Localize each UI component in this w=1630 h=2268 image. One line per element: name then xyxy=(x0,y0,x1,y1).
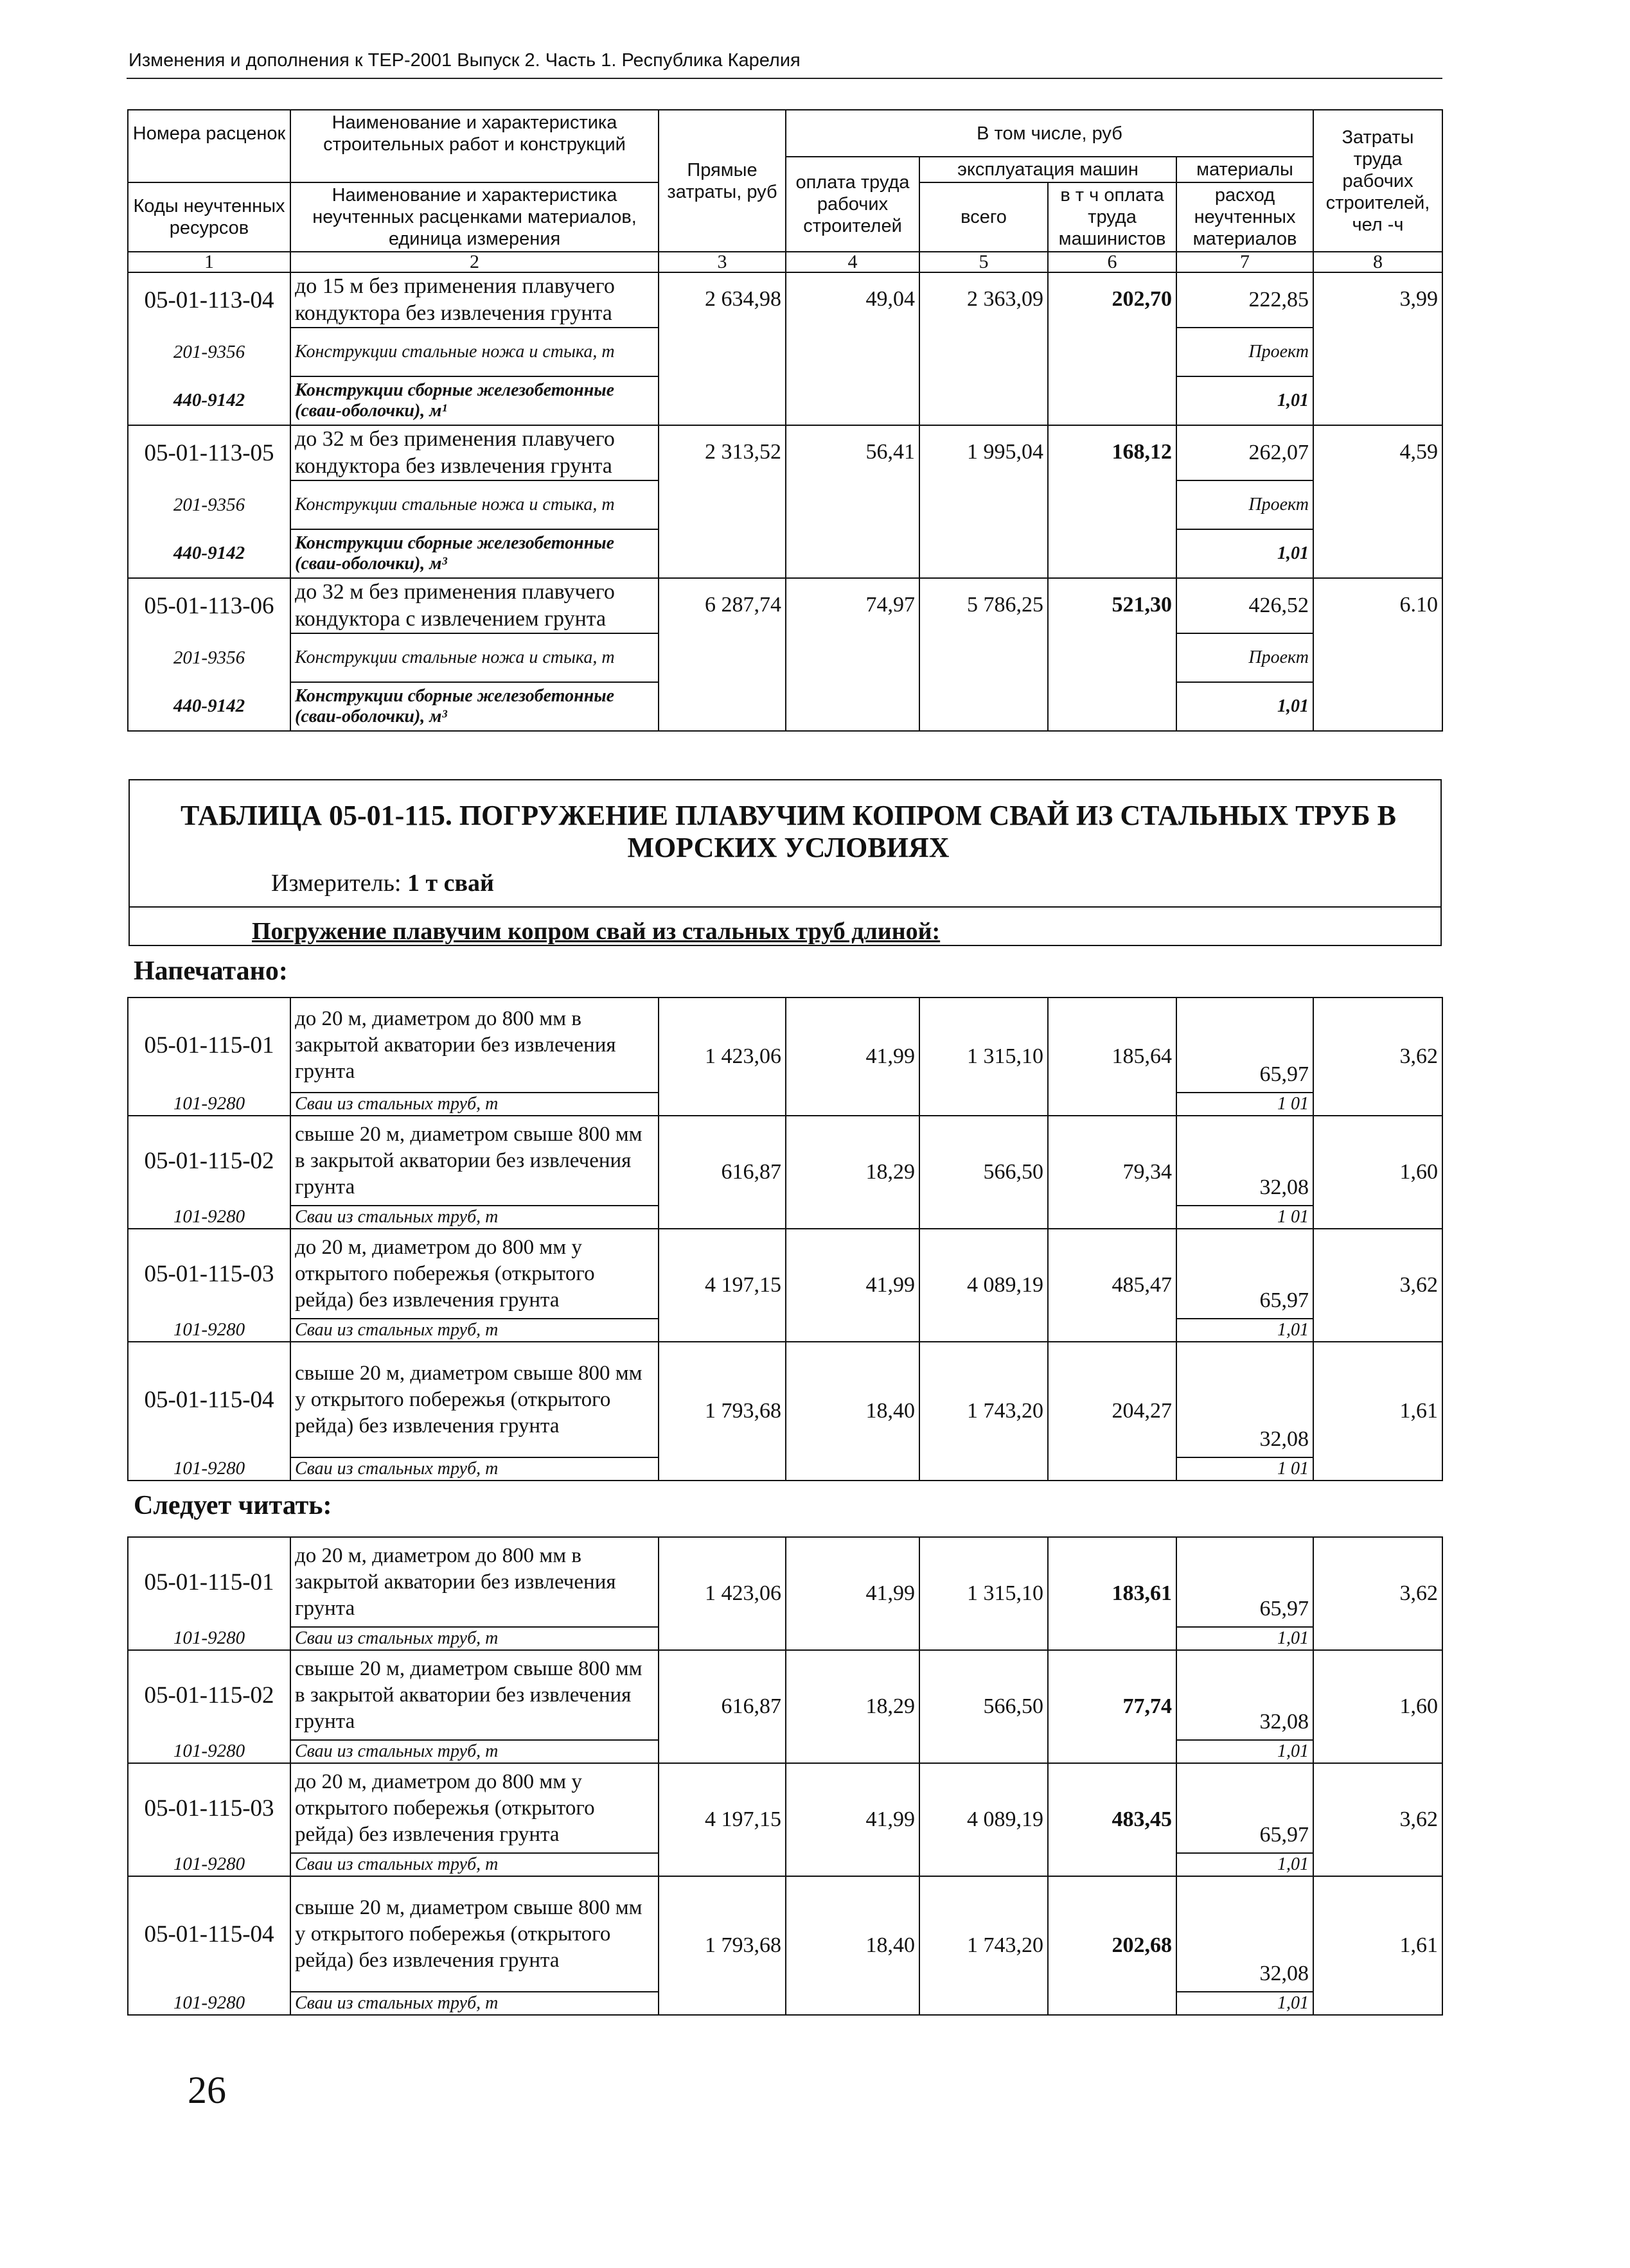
resource-code: 101-9280 xyxy=(128,1627,290,1650)
col-material-name-header: Наименование и характеристика неучтенных расценками материалов, единица измерения xyxy=(290,182,659,252)
corrected-label: Следует читать: xyxy=(134,1491,332,1520)
rate-description: до 20 м, диаметром до 800 мм в закрытой акватории без извлечения грунта xyxy=(290,1537,659,1627)
direct-costs: 4 197,15 xyxy=(659,1763,786,1876)
direct-costs: 616,87 xyxy=(659,1650,786,1763)
worker-pay: 18,29 xyxy=(786,1116,919,1229)
direct-costs: 616,87 xyxy=(659,1116,786,1229)
printed-table xyxy=(127,997,1443,1481)
resource-name: Сваи из стальных труб, т xyxy=(290,1206,659,1229)
resource-code: 201-9356 xyxy=(128,328,290,376)
materials-cost: 65,97 xyxy=(1176,998,1313,1093)
resource-usage: Проект xyxy=(1176,480,1313,529)
rate-description: свыше 20 м, диаметром свыше 800 мм у открытого побережья (открытого рейда) без извлечения грунта xyxy=(290,1876,659,1992)
machines-total: 2 363,09 xyxy=(919,272,1048,425)
labor-hours: 3,62 xyxy=(1313,1537,1442,1650)
resource-name: Конструкции сборные железобетонные (сваи-оболочки), м³ xyxy=(290,682,659,731)
machines-total: 1 743,20 xyxy=(919,1342,1048,1481)
worker-pay: 41,99 xyxy=(786,998,919,1116)
resource-name: Сваи из стальных труб, т xyxy=(290,1853,659,1876)
resource-usage: 1 01 xyxy=(1176,1093,1313,1116)
resource-code: 101-9280 xyxy=(128,1206,290,1229)
resource-name: Сваи из стальных труб, т xyxy=(290,1627,659,1650)
materials-cost: 426,52 xyxy=(1176,578,1313,633)
resource-usage: 1,01 xyxy=(1176,529,1313,578)
col-number: 3 xyxy=(659,252,786,272)
resource-usage: 1,01 xyxy=(1176,1319,1313,1342)
machinist-pay: 483,45 xyxy=(1048,1763,1176,1876)
col-resource-code-header: Коды неучтенных ресурсов xyxy=(128,182,290,252)
rate-description: до 15 м без применения плавучего кондуктора без извлечения грунта xyxy=(290,272,659,328)
machinist-pay: 183,61 xyxy=(1048,1537,1176,1650)
resource-usage: 1,01 xyxy=(1176,682,1313,731)
rate-code: 05-01-115-02 xyxy=(128,1650,290,1740)
col-machines-header: эксплуатация машин xyxy=(919,157,1176,182)
resource-usage: 1,01 xyxy=(1176,1627,1313,1650)
machines-total: 4 089,19 xyxy=(919,1763,1048,1876)
corrected-table xyxy=(127,1536,1443,2016)
col-number: 7 xyxy=(1176,252,1313,272)
worker-pay: 41,99 xyxy=(786,1763,919,1876)
direct-costs: 1 423,06 xyxy=(659,1537,786,1650)
resource-name: Сваи из стальных труб, т xyxy=(290,1992,659,2015)
machines-total: 566,50 xyxy=(919,1650,1048,1763)
worker-pay: 18,40 xyxy=(786,1876,919,2015)
table-subtitle: Погружение плавучим копром свай из стальных труб длиной: xyxy=(252,918,941,945)
rate-description: свыше 20 м, диаметром свыше 800 мм в закрытой акватории без извлечения грунта xyxy=(290,1116,659,1206)
worker-pay: 18,29 xyxy=(786,1650,919,1763)
printed-label: Напечатано: xyxy=(134,956,288,986)
table-title: ТАБЛИЦА 05-01-115. ПОГРУЖЕНИЕ ПЛАВУЧИМ КОПРОМ СВАЙ ИЗ СТАЛЬНЫХ ТРУБ В МОРСКИХ УСЛОВИЯХ xyxy=(181,800,1396,863)
machines-total: 1 315,10 xyxy=(919,1537,1048,1650)
rate-description: свыше 20 м, диаметром свыше 800 мм у открытого побережья (открытого рейда) без извлечения грунта xyxy=(290,1342,659,1457)
resource-usage: 1,01 xyxy=(1176,1992,1313,2015)
meter-label: Измеритель: xyxy=(271,870,402,897)
direct-costs: 2 313,52 xyxy=(659,425,786,578)
materials-cost: 65,97 xyxy=(1176,1537,1313,1627)
col-number: 2 xyxy=(290,252,659,272)
labor-hours: 3,62 xyxy=(1313,998,1442,1116)
resource-code: 201-9356 xyxy=(128,633,290,682)
resource-usage: 1,01 xyxy=(1176,376,1313,425)
col-number: 8 xyxy=(1313,252,1442,272)
rates-table-113 xyxy=(127,109,1443,732)
resource-name: Конструкции стальные ножа и стыка, т xyxy=(290,633,659,682)
direct-costs: 6 287,74 xyxy=(659,578,786,731)
col-worker-pay-header: оплата труда рабочих строителей xyxy=(786,157,919,252)
resource-code: 440-9142 xyxy=(128,682,290,731)
materials-cost: 222,85 xyxy=(1176,272,1313,328)
rate-description: до 20 м, диаметром до 800 мм у открытого побережья (открытого рейда) без извлечения грунта xyxy=(290,1763,659,1853)
labor-hours: 4,59 xyxy=(1313,425,1442,578)
rate-code: 05-01-115-01 xyxy=(128,998,290,1093)
resource-name: Сваи из стальных труб, т xyxy=(290,1093,659,1116)
resource-code: 440-9142 xyxy=(128,376,290,425)
labor-hours: 1,60 xyxy=(1313,1650,1442,1763)
resource-code: 440-9142 xyxy=(128,529,290,578)
title-separator xyxy=(130,906,1440,908)
materials-cost: 32,08 xyxy=(1176,1650,1313,1740)
labor-hours: 6.10 xyxy=(1313,578,1442,731)
machines-total: 5 786,25 xyxy=(919,578,1048,731)
rate-code: 05-01-113-04 xyxy=(128,272,290,328)
labor-hours: 1,61 xyxy=(1313,1342,1442,1481)
rate-description: до 20 м, диаметром до 800 мм в закрытой акватории без извлечения грунта xyxy=(290,998,659,1093)
machinist-pay: 79,34 xyxy=(1048,1116,1176,1229)
resource-code: 201-9356 xyxy=(128,480,290,529)
rate-code: 05-01-115-02 xyxy=(128,1116,290,1206)
resource-usage: Проект xyxy=(1176,328,1313,376)
col-work-name-header: Наименование и характеристика строительных работ и конструкций xyxy=(290,110,659,157)
rate-code: 05-01-115-03 xyxy=(128,1763,290,1853)
measurement-unit xyxy=(271,869,494,897)
machinist-pay: 202,70 xyxy=(1048,272,1176,425)
rate-description: до 20 м, диаметром до 800 мм у открытого побережья (открытого рейда) без извлечения грунта xyxy=(290,1229,659,1319)
direct-costs: 1 423,06 xyxy=(659,998,786,1116)
worker-pay: 18,40 xyxy=(786,1342,919,1481)
resource-code: 101-9280 xyxy=(128,1319,290,1342)
resource-name: Конструкции стальные ножа и стыка, т xyxy=(290,328,659,376)
resource-name: Сваи из стальных труб, т xyxy=(290,1457,659,1481)
col-number: 1 xyxy=(128,252,290,272)
worker-pay: 56,41 xyxy=(786,425,919,578)
resource-usage: Проект xyxy=(1176,633,1313,682)
rate-description: до 32 м без применения плавучего кондуктора с извлечением грунта xyxy=(290,578,659,633)
direct-costs: 1 793,68 xyxy=(659,1342,786,1481)
rate-code: 05-01-113-06 xyxy=(128,578,290,633)
resource-code: 101-9280 xyxy=(128,1457,290,1481)
machines-total: 4 089,19 xyxy=(919,1229,1048,1342)
direct-costs: 2 634,98 xyxy=(659,272,786,425)
col-materials-header: материалы xyxy=(1176,157,1313,182)
table-title-box xyxy=(128,779,1442,946)
col-number: 5 xyxy=(919,252,1048,272)
materials-cost: 262,07 xyxy=(1176,425,1313,480)
machines-total: 1 315,10 xyxy=(919,998,1048,1116)
running-header: Изменения и дополнения к ТЕР-2001 Выпуск 2. Часть 1. Республика Карелия xyxy=(128,50,801,71)
rate-code: 05-01-113-05 xyxy=(128,425,290,480)
col-rate-number-header: Номера расценок xyxy=(128,110,290,157)
machinist-pay: 77,74 xyxy=(1048,1650,1176,1763)
labor-hours: 1,60 xyxy=(1313,1116,1442,1229)
materials-cost: 32,08 xyxy=(1176,1876,1313,1992)
machines-total: 566,50 xyxy=(919,1116,1048,1229)
resource-name: Конструкции сборные железобетонные (сваи-оболочки), м³ xyxy=(290,529,659,578)
machinist-pay: 204,27 xyxy=(1048,1342,1176,1481)
resource-name: Конструкции сборные железобетонные (сваи-оболочки), м¹ xyxy=(290,376,659,425)
machinist-pay: 521,30 xyxy=(1048,578,1176,731)
resource-name: Сваи из стальных труб, т xyxy=(290,1740,659,1763)
rate-description: свыше 20 м, диаметром свыше 800 мм в закрытой акватории без извлечения грунта xyxy=(290,1650,659,1740)
resource-usage: 1,01 xyxy=(1176,1740,1313,1763)
worker-pay: 41,99 xyxy=(786,1229,919,1342)
machinist-pay: 185,64 xyxy=(1048,998,1176,1116)
col-material-usage-header: расход неучтенных материалов xyxy=(1176,182,1313,252)
resource-usage: 1,01 xyxy=(1176,1853,1313,1876)
col-labor-hours-header: Затраты труда рабочих строителей, чел -ч xyxy=(1313,110,1442,252)
resource-code: 101-9280 xyxy=(128,1853,290,1876)
resource-usage: 1 01 xyxy=(1176,1457,1313,1481)
machines-total: 1 743,20 xyxy=(919,1876,1048,2015)
direct-costs: 4 197,15 xyxy=(659,1229,786,1342)
materials-cost: 65,97 xyxy=(1176,1229,1313,1319)
rate-code: 05-01-115-03 xyxy=(128,1229,290,1319)
resource-name: Сваи из стальных труб, т xyxy=(290,1319,659,1342)
machinist-pay: 168,12 xyxy=(1048,425,1176,578)
worker-pay: 49,04 xyxy=(786,272,919,425)
materials-cost: 32,08 xyxy=(1176,1116,1313,1206)
labor-hours: 3,99 xyxy=(1313,272,1442,425)
worker-pay: 41,99 xyxy=(786,1537,919,1650)
machinist-pay: 485,47 xyxy=(1048,1229,1176,1342)
machinist-pay: 202,68 xyxy=(1048,1876,1176,2015)
materials-cost: 65,97 xyxy=(1176,1763,1313,1853)
col-direct-costs-header: Прямые затраты, руб xyxy=(659,110,786,252)
col-machines-total-header: всего xyxy=(919,182,1048,252)
labor-hours: 1,61 xyxy=(1313,1876,1442,2015)
resource-code: 101-9280 xyxy=(128,1093,290,1116)
col-group-header: В том числе, руб xyxy=(786,110,1313,157)
direct-costs: 1 793,68 xyxy=(659,1876,786,2015)
col-number: 4 xyxy=(786,252,919,272)
resource-name: Конструкции стальные ножа и стыка, т xyxy=(290,480,659,529)
machines-total: 1 995,04 xyxy=(919,425,1048,578)
rate-description: до 32 м без применения плавучего кондуктора без извлечения грунта xyxy=(290,425,659,480)
meter-value: 1 т свай xyxy=(407,870,494,897)
rate-code: 05-01-115-04 xyxy=(128,1342,290,1457)
col-machinist-pay-header: в т ч оплата труда машинистов xyxy=(1048,182,1176,252)
labor-hours: 3,62 xyxy=(1313,1229,1442,1342)
page-number: 26 xyxy=(188,2069,226,2111)
resource-usage: 1 01 xyxy=(1176,1206,1313,1229)
resource-code: 101-9280 xyxy=(128,1740,290,1763)
materials-cost: 32,08 xyxy=(1176,1342,1313,1457)
labor-hours: 3,62 xyxy=(1313,1763,1442,1876)
header-rule xyxy=(127,78,1442,79)
worker-pay: 74,97 xyxy=(786,578,919,731)
col-number: 6 xyxy=(1048,252,1176,272)
resource-code: 101-9280 xyxy=(128,1992,290,2015)
rate-code: 05-01-115-01 xyxy=(128,1537,290,1627)
rate-code: 05-01-115-04 xyxy=(128,1876,290,1992)
